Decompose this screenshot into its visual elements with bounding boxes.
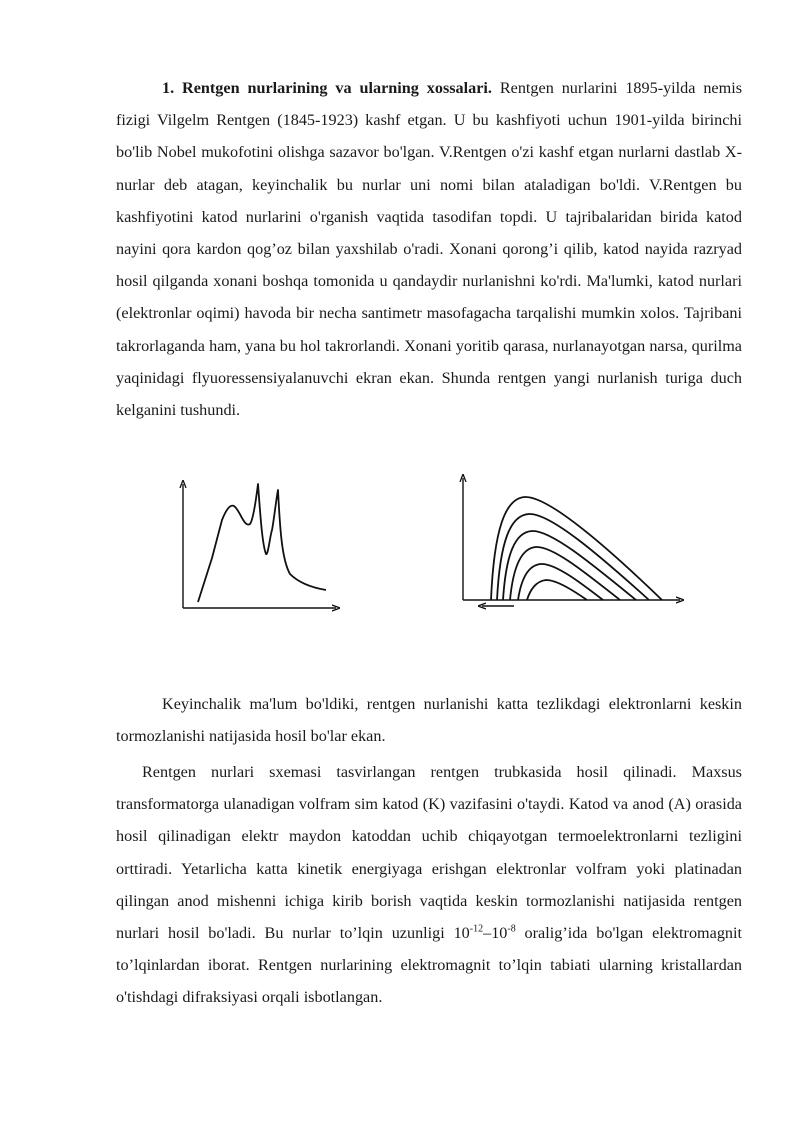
paragraph-intro-text: Rentgen nurlarini 1895-yilda nemis fizigi Vilgelm Rentgen (1845-1923) kashf etgan. U bu kashfiyoti uchun 1901-yilda birinchi bo'lib Nobel mukofotini olishga sazavor bo'lgan. V.Rentgen o'zi kashf etgan nurlarni dastlab X-nurlar deb atagan, keyinchalik bu nurlar uni nomi bilan ataladigan bo'ldi. V.Rentgen bu kashfiyotini katod nurlarini o'rganish vaqtida tasodifan topdi. U tajribalaridan birida katod nayini qora kardon qog’oz bilan yaxshilab o'radi. Xonani qorong’i qilib, katod nayida razryad hosil qilganda xonani boshqa tomonida u qandaydir nurlanishni ko'rdi. Ma'lumki, katod nurlari (elektronlar oqimi) havoda bir necha santimetr masofagacha tarqalishi mumkin xolos. Tajribani takrorlaganda ham, yana bu hol takrorlandi. Xonani yoritib qarasa, nurlanayotgan narsa, qurilma yaqinidagi flyuoressensiyalanuvchi ekran ekan. Shunda rentgen yangi nurlanish turiga duch kelganini tushundi. (116, 79, 743, 420)
range-base-2: 10 (491, 924, 508, 943)
paragraph-tube-text-after: oralig’ida bo'lgan elektromagnit to’lqinlardan iborat. Rentgen nurlarining elektromagnit to’lqin tabiati ularning kristallardan o'tishdagi difraksiyasi orqali isbotlangan. (116, 924, 742, 1007)
xray-spectrum-figures (0, 470, 800, 630)
spectrum-curve-5 (518, 564, 603, 600)
range-separator: – (483, 924, 492, 943)
characteristic-spectrum-diagram (183, 484, 336, 608)
paragraph-tube (116, 756, 742, 1014)
continuous-spectrum-diagram (463, 478, 680, 606)
range-base-1: 10 (453, 924, 470, 943)
range-exp-1: -12 (469, 923, 484, 935)
paragraph-tube-text-before: Rentgen nurlari sxemasi tasvirlangan rentgen trubkasida hosil qilinadi. Maxsus transformatorga ulanadigan volfram sim katod (K) vazifasini o'taydi. Katod va anod (A) orasida hosil qilinadigan elektr maydon katoddan uchib chiqayotgan termoelektronlarni tezligini orttiradi. Yetarlicha katta kinetik energiyaga erishgan elektronlar volfram yoki platinadan qilingan anod mishenni ichiga kirib borish vaqtida keskin tormozlanishi natijasida rentgen nurlari hosil bo'ladi. Bu nurlar to’lqin uzunligi (116, 763, 742, 943)
wavelength-range (454, 924, 516, 942)
figures-svg (0, 470, 800, 630)
range-exp-2: -8 (507, 923, 516, 935)
paragraph-braking: Keyinchalik ma'lum bo'ldiki, rentgen nurlanishi katta tezlikdagi elektronlarni keskin tormozlanishi natijasida hosil bo'lar ekan. (116, 695, 742, 746)
spectrum-curve-6 (527, 580, 587, 600)
spectrum-curve-1 (491, 497, 662, 600)
paragraph-intro (116, 72, 742, 426)
characteristic-spectrum-curve (198, 484, 326, 602)
section-heading: 1. Rentgen nurlarining va ularning xossalari. (162, 79, 492, 97)
